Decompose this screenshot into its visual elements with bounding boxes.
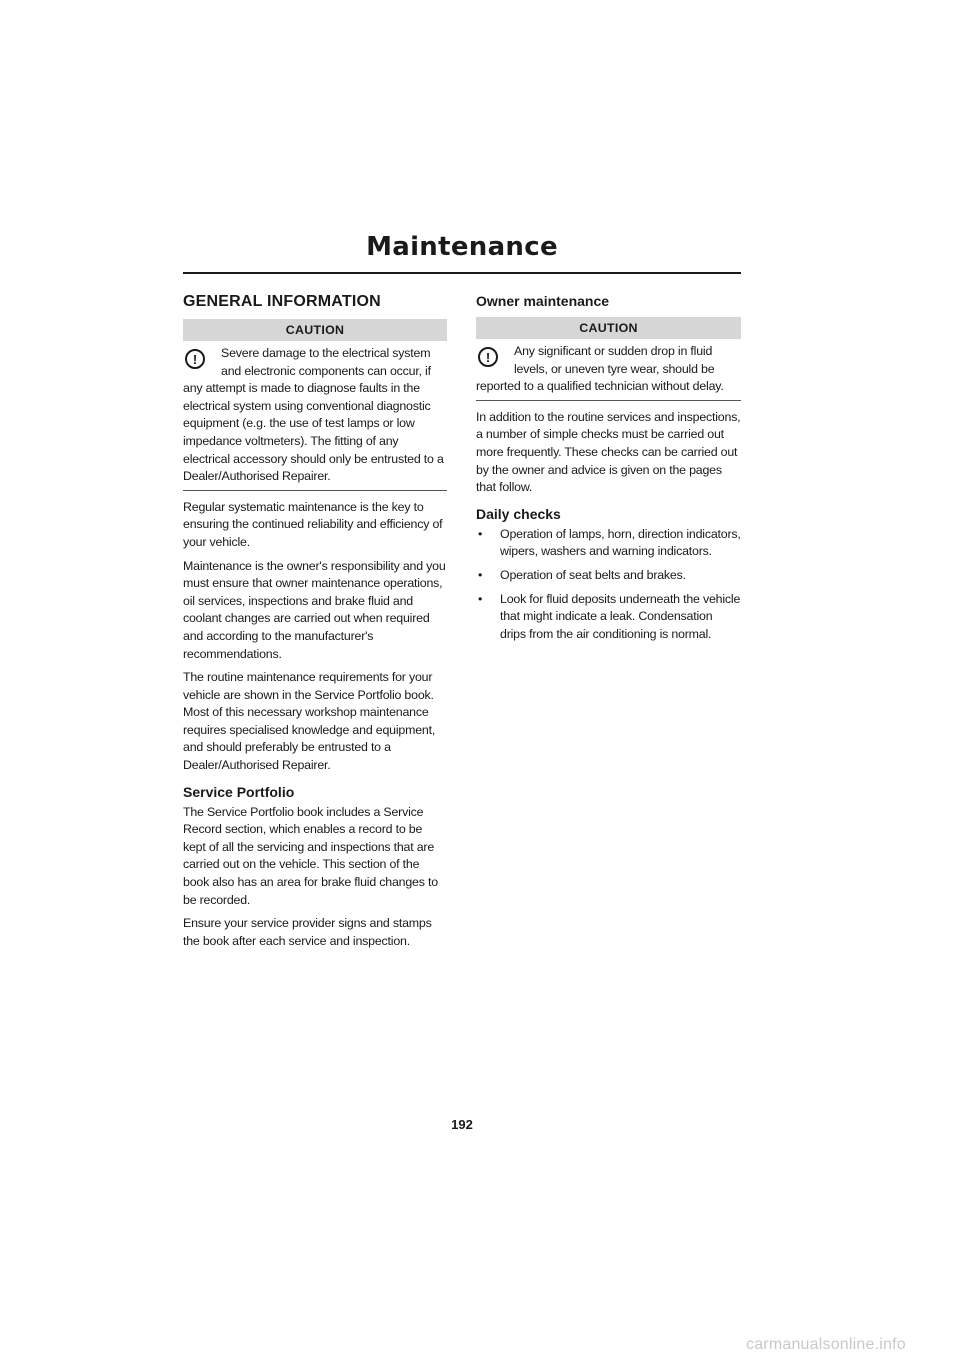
right-column <box>476 290 741 649</box>
warning-exclamation-icon: ! <box>185 349 205 369</box>
caution-body <box>476 339 741 396</box>
left-column <box>183 290 447 956</box>
paragraph: Ensure your service provider signs and stamps the book after each service and inspection. <box>183 916 432 948</box>
caution-text: Any significant or sudden drop in fluid levels, or uneven tyre wear, should be reported to a qualified technician without delay. <box>476 344 724 394</box>
list-item: • Operation of lamps, horn, direction indicators, wipers, washers and warning indicators. <box>476 526 741 561</box>
caution-box <box>183 319 447 491</box>
page-title: Maintenance <box>366 232 558 262</box>
caution-text: Severe damage to the electrical system and electronic components can occur, if any attempt is made to diagnose faults in the electrical system using conventional diagnostic equipment (e.g. the use of test lamps or low impedance voltmeters). The fitting of any electrical accessory should only be entrusted to a Dealer/Authorised Repairer. <box>183 346 444 484</box>
caution-box <box>476 317 741 401</box>
paragraph: The routine maintenance requirements for your vehicle are shown in the Service Portfolio book. Most of this necessary workshop maintenance requires specialised knowledge and equipment, and should preferably be entrusted to a Dealer/Authorised Repairer. <box>183 670 436 773</box>
subheading-service-portfolio: Service Portfolio <box>183 783 295 800</box>
list-item: • Look for fluid deposits underneath the vehicle that might indicate a leak. Condensation drips from the air conditioning is normal. <box>476 591 741 644</box>
daily-checks-list <box>476 526 741 644</box>
caution-body <box>183 341 447 486</box>
subheading-daily-checks: Daily checks <box>476 505 561 522</box>
caution-label: CAUTION <box>476 317 741 339</box>
watermark-url: carmanualsonline.info <box>746 1336 906 1353</box>
caution-label: CAUTION <box>183 319 447 341</box>
paragraph: The Service Portfolio book includes a Service Record section, which enables a record to be kept of all the servicing and inspections that are carried out on the vehicle. This section of the book also has an area for brake fluid changes to be recorded. <box>183 804 438 907</box>
list-item: • Operation of seat belts and brakes. <box>476 567 741 585</box>
page-number: 192 <box>451 1117 473 1132</box>
paragraph: Maintenance is the owner's responsibility and you must ensure that owner maintenance operations, oil services, inspections and brake fluid and coolant changes are carried out when required and according to the manufacturer's recommendations. <box>183 558 446 661</box>
section-heading-general-information: GENERAL INFORMATION <box>183 293 381 310</box>
paragraph: Regular systematic maintenance is the key to ensuring the continued reliability and efficiency of your vehicle. <box>183 499 443 549</box>
title-divider <box>183 272 741 274</box>
section-heading-owner-maintenance: Owner maintenance <box>476 293 610 309</box>
paragraph: In addition to the routine services and inspections, a number of simple checks must be carried out more frequently. These checks can be carried out by the owner and advice is given on the pages that follow. <box>476 409 741 495</box>
warning-exclamation-icon: ! <box>478 347 498 367</box>
